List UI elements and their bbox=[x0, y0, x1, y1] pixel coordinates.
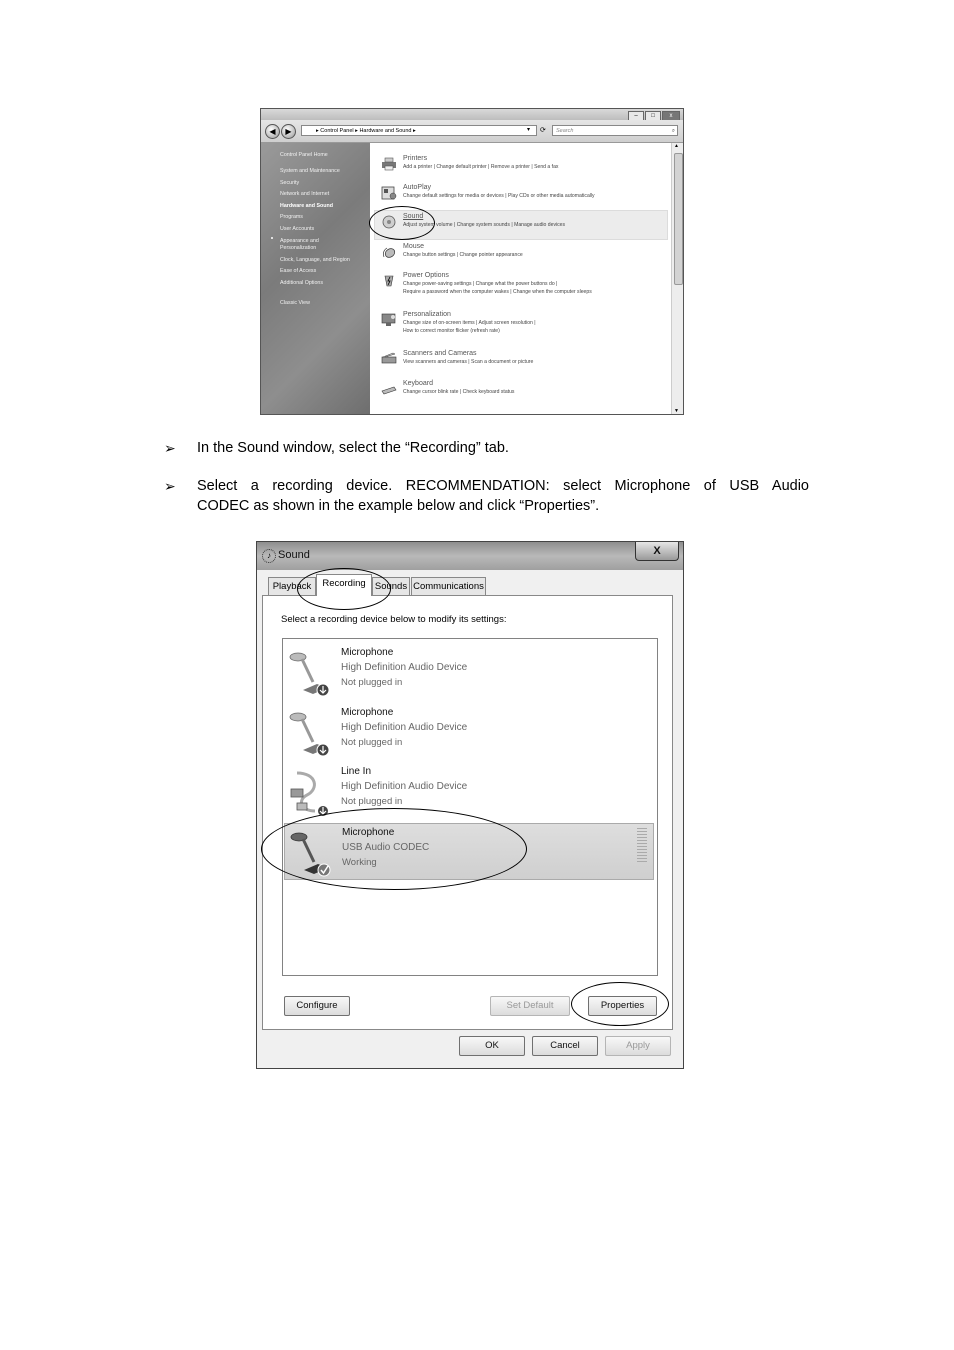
microphone-icon bbox=[288, 828, 332, 878]
breadcrumb-separator-icon: ▸ bbox=[316, 128, 321, 134]
sidebar-item-classic-view[interactable]: Classic View bbox=[280, 300, 310, 306]
line-in-icon bbox=[287, 767, 331, 817]
device-description: High Definition Audio Device bbox=[341, 662, 468, 673]
window-titlebar bbox=[261, 109, 683, 120]
breadcrumb-control-panel[interactable]: Control Panel bbox=[320, 128, 354, 134]
device-item-microphone-usb-audio-codec[interactable] bbox=[284, 823, 654, 880]
navigation-bar bbox=[261, 120, 683, 143]
dialog-title: Sound bbox=[278, 549, 310, 561]
sidebar-item-security[interactable]: Security bbox=[280, 180, 300, 186]
back-arrow-icon[interactable]: ◀ bbox=[265, 124, 280, 139]
power-icon bbox=[381, 274, 397, 288]
category-title[interactable]: Sound bbox=[403, 213, 424, 220]
category-title[interactable]: AutoPlay bbox=[403, 184, 432, 191]
address-bar[interactable] bbox=[301, 125, 537, 136]
apply-button[interactable]: Apply bbox=[605, 1036, 671, 1056]
category-title[interactable]: Printers bbox=[403, 155, 428, 162]
printer-icon bbox=[381, 157, 397, 171]
device-list[interactable] bbox=[282, 638, 658, 976]
tab-playback[interactable]: Playback bbox=[268, 577, 316, 595]
sidebar-item-ease-of-access[interactable]: Ease of Access bbox=[280, 268, 317, 274]
category-links[interactable]: Require a password when the computer wakes | Change when the computer sleeps bbox=[403, 289, 592, 295]
search-icon[interactable]: ⌕ bbox=[671, 128, 675, 134]
scanner-icon bbox=[381, 352, 397, 366]
panel-instruction: Select a recording device below to modify its settings: bbox=[281, 614, 507, 625]
sidebar-item-network-and-internet[interactable]: Network and Internet bbox=[280, 191, 330, 197]
device-status: Not plugged in bbox=[341, 737, 403, 748]
set-default-button[interactable]: Set Default bbox=[490, 996, 570, 1016]
sidebar-item-additional-options[interactable]: Additional Options bbox=[280, 280, 323, 286]
instruction-step-1: In the Sound window, select the “Recording” tab. bbox=[197, 440, 509, 456]
scroll-up-icon[interactable]: ▲ bbox=[674, 143, 679, 149]
sidebar-item-hardware-and-sound[interactable]: Hardware and Sound bbox=[280, 203, 333, 209]
tab-communications[interactable]: Communications bbox=[411, 577, 486, 595]
device-status: Not plugged in bbox=[341, 677, 403, 688]
breadcrumb-hardware-and-sound[interactable]: Hardware and Sound bbox=[359, 128, 412, 134]
mouse-icon bbox=[381, 245, 397, 259]
sound-dialog bbox=[256, 541, 684, 1069]
breadcrumb-separator-icon: ▸ bbox=[412, 128, 416, 134]
category-links[interactable]: Change power-saving settings | Change what the power buttons do | bbox=[403, 281, 558, 287]
scrollbar-thumb[interactable] bbox=[674, 153, 683, 285]
recording-panel bbox=[262, 595, 673, 1030]
device-item-line-in[interactable] bbox=[284, 763, 654, 820]
category-content bbox=[371, 143, 671, 414]
device-item-microphone-hd-1[interactable] bbox=[284, 644, 654, 701]
category-title[interactable]: Scanners and Cameras bbox=[403, 350, 477, 357]
minimize-button[interactable]: – bbox=[628, 111, 644, 121]
category-title[interactable]: Mouse bbox=[403, 243, 425, 250]
device-status: Not plugged in bbox=[341, 796, 403, 807]
vertical-scrollbar[interactable] bbox=[671, 143, 684, 414]
device-name: Line In bbox=[341, 766, 372, 777]
category-title[interactable]: Keyboard bbox=[403, 380, 433, 387]
personalization-icon bbox=[381, 313, 397, 327]
category-links[interactable]: Adjust system volume | Change system sounds | Manage audio devices bbox=[403, 222, 566, 228]
device-name: Microphone bbox=[341, 707, 394, 718]
sidebar-item-programs[interactable]: Programs bbox=[280, 214, 303, 220]
tab-sounds[interactable]: Sounds bbox=[372, 577, 410, 595]
forward-arrow-icon[interactable]: ▶ bbox=[281, 124, 296, 139]
breadcrumb-separator-icon: ▸ bbox=[355, 128, 360, 134]
category-links[interactable]: Change button settings | Change pointer appearance bbox=[403, 252, 523, 258]
current-section-bullet-icon bbox=[271, 237, 273, 239]
category-links[interactable]: How to correct monitor flicker (refresh rate) bbox=[403, 328, 500, 334]
search-input[interactable]: Search ⌕ bbox=[552, 125, 678, 136]
sidebar-item-system-and-maintenance[interactable]: System and Maintenance bbox=[280, 168, 340, 174]
sidebar-item-appearance[interactable]: Appearance and bbox=[280, 238, 319, 244]
sidebar-item-user-accounts[interactable]: User Accounts bbox=[280, 226, 315, 232]
device-name: Microphone bbox=[341, 647, 394, 658]
sidebar-item-control-panel-home[interactable]: Control Panel Home bbox=[280, 152, 328, 158]
sound-dialog-icon: ♪ bbox=[262, 549, 276, 563]
sidebar bbox=[261, 143, 370, 414]
keyboard-icon bbox=[381, 382, 397, 396]
category-links[interactable]: Change default settings for media or devices | Play CDs or other media automatically bbox=[403, 193, 595, 199]
category-links[interactable]: Change size of on-screen items | Adjust screen resolution | bbox=[403, 320, 536, 326]
tab-recording[interactable]: Recording bbox=[316, 574, 372, 596]
sidebar-item-personalization[interactable]: Personalization bbox=[280, 245, 317, 251]
category-links[interactable]: Add a printer | Change default printer | Remove a printer | Send a fax bbox=[403, 164, 559, 170]
sound-icon bbox=[381, 215, 397, 229]
category-links[interactable]: View scanners and cameras | Scan a document or picture bbox=[403, 359, 534, 365]
category-links[interactable]: Change cursor blink rate | Check keyboard status bbox=[403, 389, 515, 395]
ok-button[interactable]: OK bbox=[459, 1036, 525, 1056]
category-title[interactable]: Personalization bbox=[403, 311, 451, 318]
device-status: Working bbox=[342, 857, 377, 868]
instruction-step-2-line-1: Select a recording device. RECOMMENDATION: select Microphone of USB Audio bbox=[197, 478, 809, 494]
device-name: Microphone bbox=[342, 827, 395, 838]
level-meter bbox=[637, 828, 647, 864]
cancel-button[interactable]: Cancel bbox=[532, 1036, 598, 1056]
category-title[interactable]: Power Options bbox=[403, 272, 449, 279]
bullet-icon: ➢ bbox=[164, 440, 176, 456]
device-item-microphone-hd-2[interactable] bbox=[284, 704, 654, 761]
sidebar-item-clock-language-region[interactable]: Clock, Language, and Region bbox=[280, 257, 350, 263]
microphone-icon bbox=[287, 648, 331, 698]
properties-button[interactable]: Properties bbox=[588, 996, 657, 1016]
chevron-down-icon[interactable]: ▾ bbox=[527, 127, 531, 133]
close-button[interactable]: x bbox=[662, 111, 680, 121]
instruction-step-2-line-2: CODEC as shown in the example below and click “Properties”. bbox=[197, 498, 600, 514]
device-description: High Definition Audio Device bbox=[341, 722, 468, 733]
dialog-titlebar bbox=[257, 542, 683, 570]
maximize-button[interactable]: □ bbox=[645, 111, 661, 121]
refresh-icon[interactable]: ⟳ bbox=[540, 127, 546, 134]
microphone-icon bbox=[287, 708, 331, 758]
scroll-down-icon[interactable]: ▼ bbox=[674, 408, 679, 414]
autoplay-icon bbox=[381, 186, 397, 200]
bullet-icon: ➢ bbox=[164, 478, 176, 494]
control-panel-screenshot bbox=[260, 108, 684, 415]
device-description: High Definition Audio Device bbox=[341, 781, 468, 792]
close-button[interactable]: X bbox=[635, 542, 679, 561]
device-description: USB Audio CODEC bbox=[342, 842, 430, 853]
configure-button[interactable]: Configure bbox=[284, 996, 350, 1016]
